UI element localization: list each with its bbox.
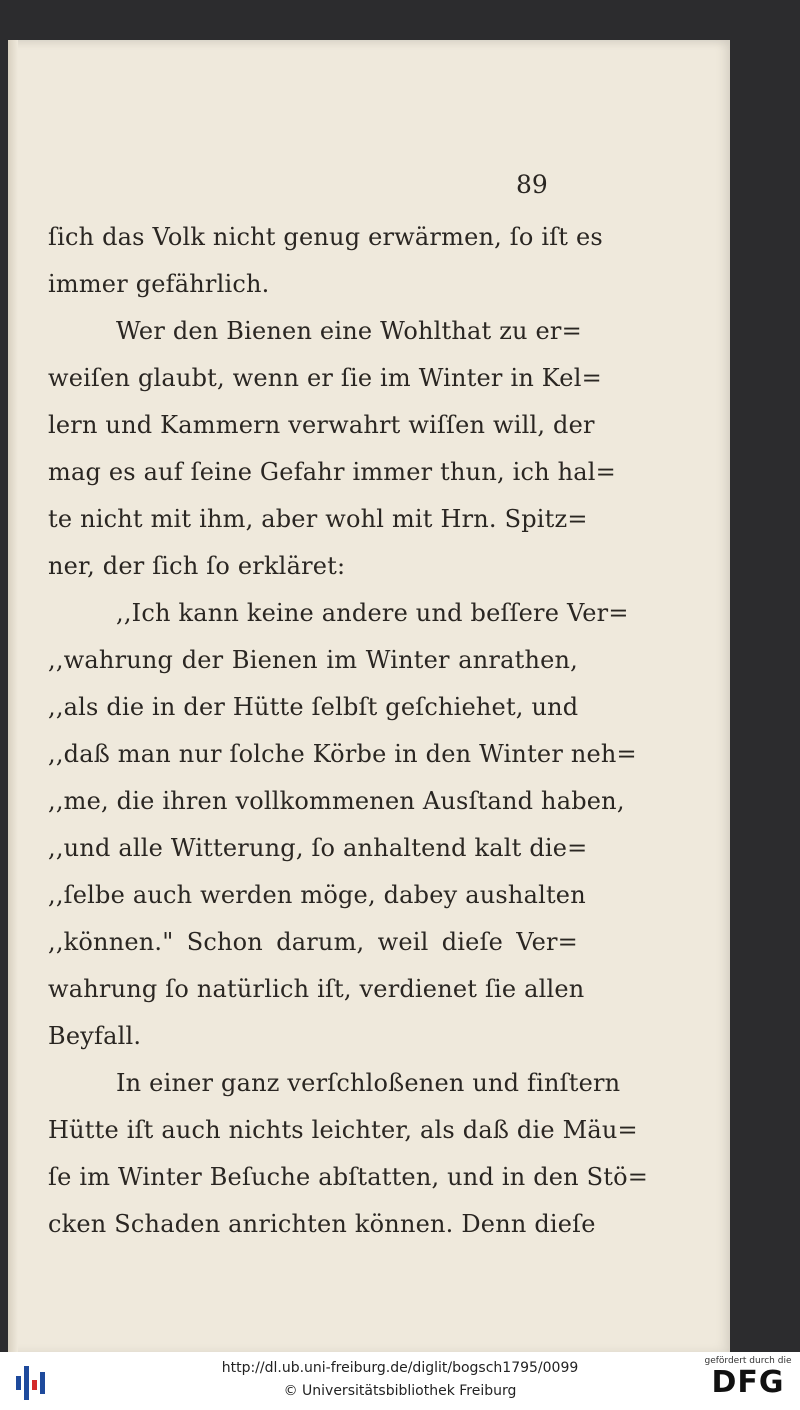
text-line: ner, der ſich ſo erkläret: [48, 552, 346, 580]
text-line: ,,Ich kann keine andere und beſſere Ver= [116, 599, 629, 627]
permalink-url[interactable]: http://dl.ub.uni-freiburg.de/diglit/bogsch1795/0099 [221, 1360, 579, 1376]
text-line: ſe im Winter Beſuche abſtatten, und in den Stö= [48, 1163, 649, 1191]
text-line: ,,können." Schon darum, weil dieſe Ver= [48, 928, 578, 956]
text-line: Wer den Bienen eine Wohlthat zu er= [116, 317, 582, 345]
text-line: ,,daß man nur ſolche Körbe in den Winter neh= [48, 740, 637, 768]
text-line: lern und Kammern verwahrt wiſſen will, der [48, 411, 595, 439]
text-line: mag es auf ſeine Gefahr immer thun, ich hal= [48, 458, 616, 486]
text-line: Hütte iſt auch nichts leichter, als daß die Mäu= [48, 1116, 638, 1144]
text-line: immer gefährlich. [48, 270, 270, 298]
text-line: weiſen glaubt, wenn er ſie im Winter in Kel= [48, 364, 602, 392]
text-line: te nicht mit ihm, aber wohl mit Hrn. Spitz= [48, 505, 588, 533]
dfg-logo: DFG [711, 1365, 785, 1400]
text-line: ,,ſelbe auch werden möge, dabey aushalten [48, 881, 586, 909]
viewer-footer [0, 1352, 800, 1410]
dfg-funding-badge[interactable] [704, 1356, 792, 1400]
dfg-caption: gefördert durch die [704, 1356, 792, 1366]
text-line: Beyfall. [48, 1022, 142, 1050]
text-line: wahrung ſo natürlich iſt, verdienet ſie allen [48, 975, 585, 1003]
text-line: ,,wahrung der Bienen im Winter anrathen, [48, 646, 578, 674]
text-line: cken Schaden anrichten können. Denn dieſe [48, 1210, 596, 1238]
text-line: ſich das Volk nicht genug erwärmen, ſo iſt es [48, 223, 603, 251]
page-gutter [8, 40, 18, 1352]
text-line: In einer ganz verſchloßenen und finſtern [116, 1069, 621, 1097]
text-line: ,,me, die ihren vollkommenen Ausſtand haben, [48, 787, 625, 815]
page-number: 89 [516, 170, 548, 199]
text-line: ,,und alle Witterung, ſo anhaltend kalt die= [48, 834, 588, 862]
page-text [48, 214, 649, 1248]
copyright-notice: © Universitätsbibliothek Freiburg [283, 1383, 517, 1399]
text-line: ,,als die in der Hütte ſelbſt geſchiehet, und [48, 693, 579, 721]
